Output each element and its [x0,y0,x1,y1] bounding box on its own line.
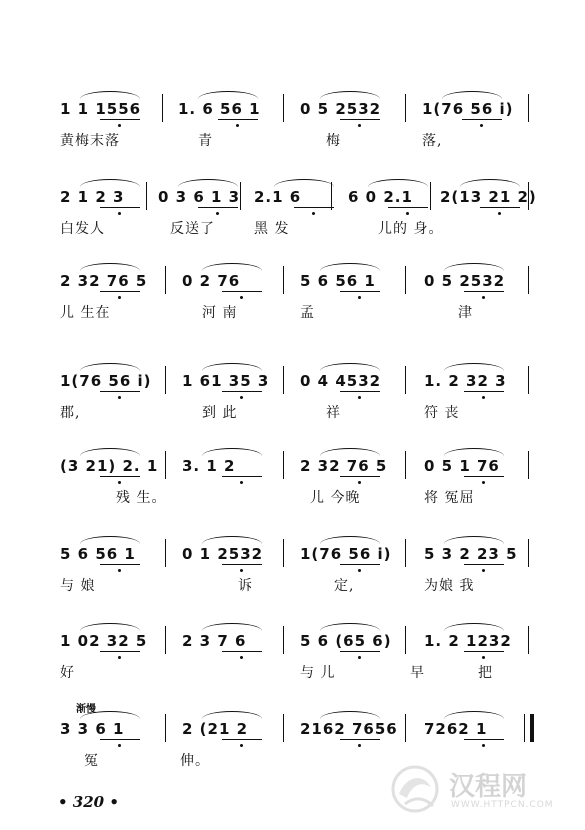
octave-dot [240,656,243,659]
octave-dot [358,124,361,127]
slur-mark [202,711,262,719]
measure-notes: 1. 2 32 3 [424,372,507,390]
lyric-text: 符 丧 [424,405,460,421]
bar-line [146,182,147,210]
measure-notes: 0 4 4532 [300,372,382,390]
bar-line [283,94,284,122]
octave-dot [482,656,485,659]
octave-dot [482,296,485,299]
lyric-text: 河 南 [202,305,238,321]
slur-mark [320,711,380,719]
measure-notes: 2 1 2 3 [60,188,125,206]
measure-notes: 1(76 56 i) [422,100,514,118]
bar-line [162,94,163,122]
bar-line [405,266,406,294]
notation-row [0,545,585,575]
beam-underline [100,119,140,120]
beam-underline [464,739,504,740]
octave-dot [482,396,485,399]
lyric-text: 反送了 [170,221,215,237]
bar-line [283,626,284,654]
beam-underline [480,207,520,208]
beam-underline [100,564,140,565]
octave-dot [498,212,501,215]
slur-mark [80,179,140,187]
beam-underline [100,207,140,208]
page-number: • 320 • [58,793,119,811]
slur-mark [444,536,504,544]
watermark-text: 汉程网 [449,772,528,802]
tempo-mark: 渐慢 [76,704,96,715]
measure-notes: 5 6 56 1 [300,272,376,290]
measure-notes: 2(13 21 2) [440,188,537,206]
measure-notes: 0 5 1 76 [424,457,500,475]
measure-notes: 1. 2 1232 [424,632,512,650]
bar-line [240,182,241,210]
lyric-text: 黄梅末落 [60,133,120,149]
octave-dot [358,744,361,747]
octave-dot [240,396,243,399]
beam-underline [464,391,504,392]
bar-line [165,451,166,479]
measure-notes: 3. 1 2 [182,457,236,475]
octave-dot [358,656,361,659]
slur-mark [444,623,504,631]
notation-row [0,632,585,662]
notation-row [0,188,585,218]
bar-line [165,539,166,567]
octave-dot [358,396,361,399]
slur-mark [202,363,262,371]
notation-row [0,720,585,750]
bar-line [405,94,406,122]
slur-mark [320,623,380,631]
octave-dot [240,296,243,299]
lyric-text: 定, [334,578,355,594]
slur-mark [444,263,504,271]
beam-underline [340,119,380,120]
measure-notes: 1 02 32 5 [60,632,148,650]
bar-line [528,182,529,210]
measure-notes: 0 1 2532 [182,545,264,563]
lyric-text: 把 [478,665,493,681]
slur-mark [80,91,140,99]
bar-line [528,539,529,567]
beam-underline [340,651,380,652]
slur-mark [368,179,428,187]
measure-notes: 2162 7656 [300,720,398,738]
octave-dot [406,212,409,215]
slur-mark [202,448,262,456]
bar-line [528,266,529,294]
octave-dot [482,481,485,484]
octave-dot [240,569,243,572]
measure-notes: 2 3 7 6 [182,632,247,650]
measure-notes: 2 (21 2 [182,720,249,738]
measure-notes: 0 5 2532 [424,272,506,290]
measure-notes: 3 3 6 1 [60,720,125,738]
beam-underline [340,391,380,392]
lyric-text: 儿 今晚 [310,490,361,506]
lyrics-row [0,662,585,684]
octave-dot [358,481,361,484]
measure-notes: 7262 1 [424,720,488,738]
measure-notes: 1. 6 56 1 [178,100,261,118]
octave-dot [118,212,121,215]
lyric-text: 残 生。 [116,490,167,506]
bar-line [283,266,284,294]
slur-mark [80,363,140,371]
bar-line [283,539,284,567]
lyric-text: 到 此 [202,405,238,421]
beam-underline [222,476,262,477]
notation-row [0,100,585,130]
beam-underline [464,564,504,565]
measure-notes: 6 0 2.1 [348,188,413,206]
bar-line [165,626,166,654]
lyrics-row [0,130,585,152]
slur-mark [444,711,504,719]
notation-row [0,372,585,402]
octave-dot [358,569,361,572]
lyric-text: 梅 [326,133,341,149]
beam-underline [218,119,258,120]
measure-notes: 1 61 35 3 [182,372,270,390]
bar-line [524,714,525,742]
measure-notes: 0 3 6 1 3 [158,188,241,206]
lyric-text: 郡, [60,405,81,421]
beam-underline [100,476,140,477]
slur-mark [202,536,262,544]
slur-mark [274,179,334,187]
lyric-text: 津 [458,305,473,321]
lyrics-row [0,402,585,424]
slur-mark [320,536,380,544]
beam-underline [100,739,140,740]
lyrics-row [0,302,585,324]
lyric-text: 将 冤屈 [424,490,475,506]
beam-underline [222,739,262,740]
lyric-text: 落, [422,133,443,149]
octave-dot [118,744,121,747]
slur-mark [444,363,504,371]
lyric-text: 与 儿 [300,665,336,681]
beam-underline [464,476,504,477]
bar-line [430,182,431,210]
octave-dot [312,212,315,215]
measure-notes: (3 21) 2. 1 [60,457,159,475]
beam-underline [198,207,238,208]
watermark-url: WWW.HTTPCN.COM [451,800,554,810]
octave-dot [240,481,243,484]
bar-line [405,539,406,567]
bar-line [405,451,406,479]
slur-mark [80,448,140,456]
octave-dot [482,569,485,572]
lyric-text: 冤 [84,753,99,769]
slur-mark [442,91,502,99]
lyric-text: 早 [410,665,425,681]
slur-mark [320,448,380,456]
lyric-text: 与 娘 [60,578,96,594]
slur-mark [198,91,258,99]
beam-underline [340,476,380,477]
octave-dot [480,124,483,127]
measure-notes: 2.1 6 [254,188,302,206]
octave-dot [482,744,485,747]
bar-line [165,266,166,294]
beam-underline [100,291,140,292]
beam-underline [464,291,504,292]
beam-underline [462,119,502,120]
beam-underline [340,291,380,292]
measure-notes: 1 1 1556 [60,100,142,118]
bar-line [405,366,406,394]
bar-line [331,182,332,210]
lyric-text: 黑 发 [254,221,290,237]
beam-underline [340,739,380,740]
bar-line [528,626,529,654]
octave-dot [118,481,121,484]
octave-dot [236,124,239,127]
bar-line [283,366,284,394]
lyric-text: 伸。 [180,753,210,769]
octave-dot [118,396,121,399]
beam-underline [100,651,140,652]
beam-underline [294,207,334,208]
octave-dot [118,124,121,127]
slur-mark [80,623,140,631]
measure-notes: 5 6 56 1 [60,545,136,563]
lyric-text: 诉 [238,578,253,594]
measure-notes: 2 32 76 5 [60,272,148,290]
bar-line [283,714,284,742]
octave-dot [216,212,219,215]
measure-notes: 0 2 76 [182,272,241,290]
octave-dot [118,656,121,659]
lyric-text: 为娘 我 [424,578,475,594]
slur-mark [202,623,262,631]
measure-notes: 5 6 (65 6) [300,632,392,650]
measure-notes: 1(76 56 i) [60,372,152,390]
beam-underline [222,391,262,392]
lyric-text: 好 [60,665,75,681]
beam-underline [222,651,262,652]
lyric-text: 儿 生在 [60,305,111,321]
slur-mark [80,536,140,544]
watermark [385,760,575,818]
measure-notes: 1(76 56 i) [300,545,392,563]
measure-notes: 2 32 76 5 [300,457,388,475]
beam-underline [340,564,380,565]
notation-row [0,457,585,487]
octave-dot [358,296,361,299]
lyric-text: 孟 [300,305,315,321]
lyrics-row [0,218,585,240]
slur-mark [320,263,380,271]
lyrics-row [0,487,585,509]
slur-mark [80,263,140,271]
bar-line [165,714,166,742]
beam-underline [222,564,262,565]
slur-mark [178,179,238,187]
slur-mark [460,179,520,187]
slur-mark [444,448,504,456]
slur-mark [320,91,380,99]
octave-dot [240,744,243,747]
lyric-text: 祥 [326,405,341,421]
bar-line [528,94,529,122]
bar-line [528,366,529,394]
notation-row [0,272,585,302]
octave-dot [118,569,121,572]
lyric-text: 青 [198,133,213,149]
measure-notes: 0 5 2532 [300,100,382,118]
watermark-logo-icon [385,760,445,818]
octave-dot [118,296,121,299]
beam-underline [222,291,262,292]
bar-line [283,451,284,479]
bar-line [405,626,406,654]
lyric-text: 儿的 身。 [378,221,444,237]
lyric-text: 白发人 [60,221,105,237]
beam-underline [464,651,504,652]
lyrics-row [0,575,585,597]
beam-underline [388,207,428,208]
bar-line [165,366,166,394]
bar-line [530,714,534,742]
beam-underline [100,391,140,392]
bar-line [405,714,406,742]
measure-notes: 5 3 2 23 5 [424,545,518,563]
slur-mark [320,363,380,371]
slur-mark [202,263,262,271]
bar-line [528,451,529,479]
